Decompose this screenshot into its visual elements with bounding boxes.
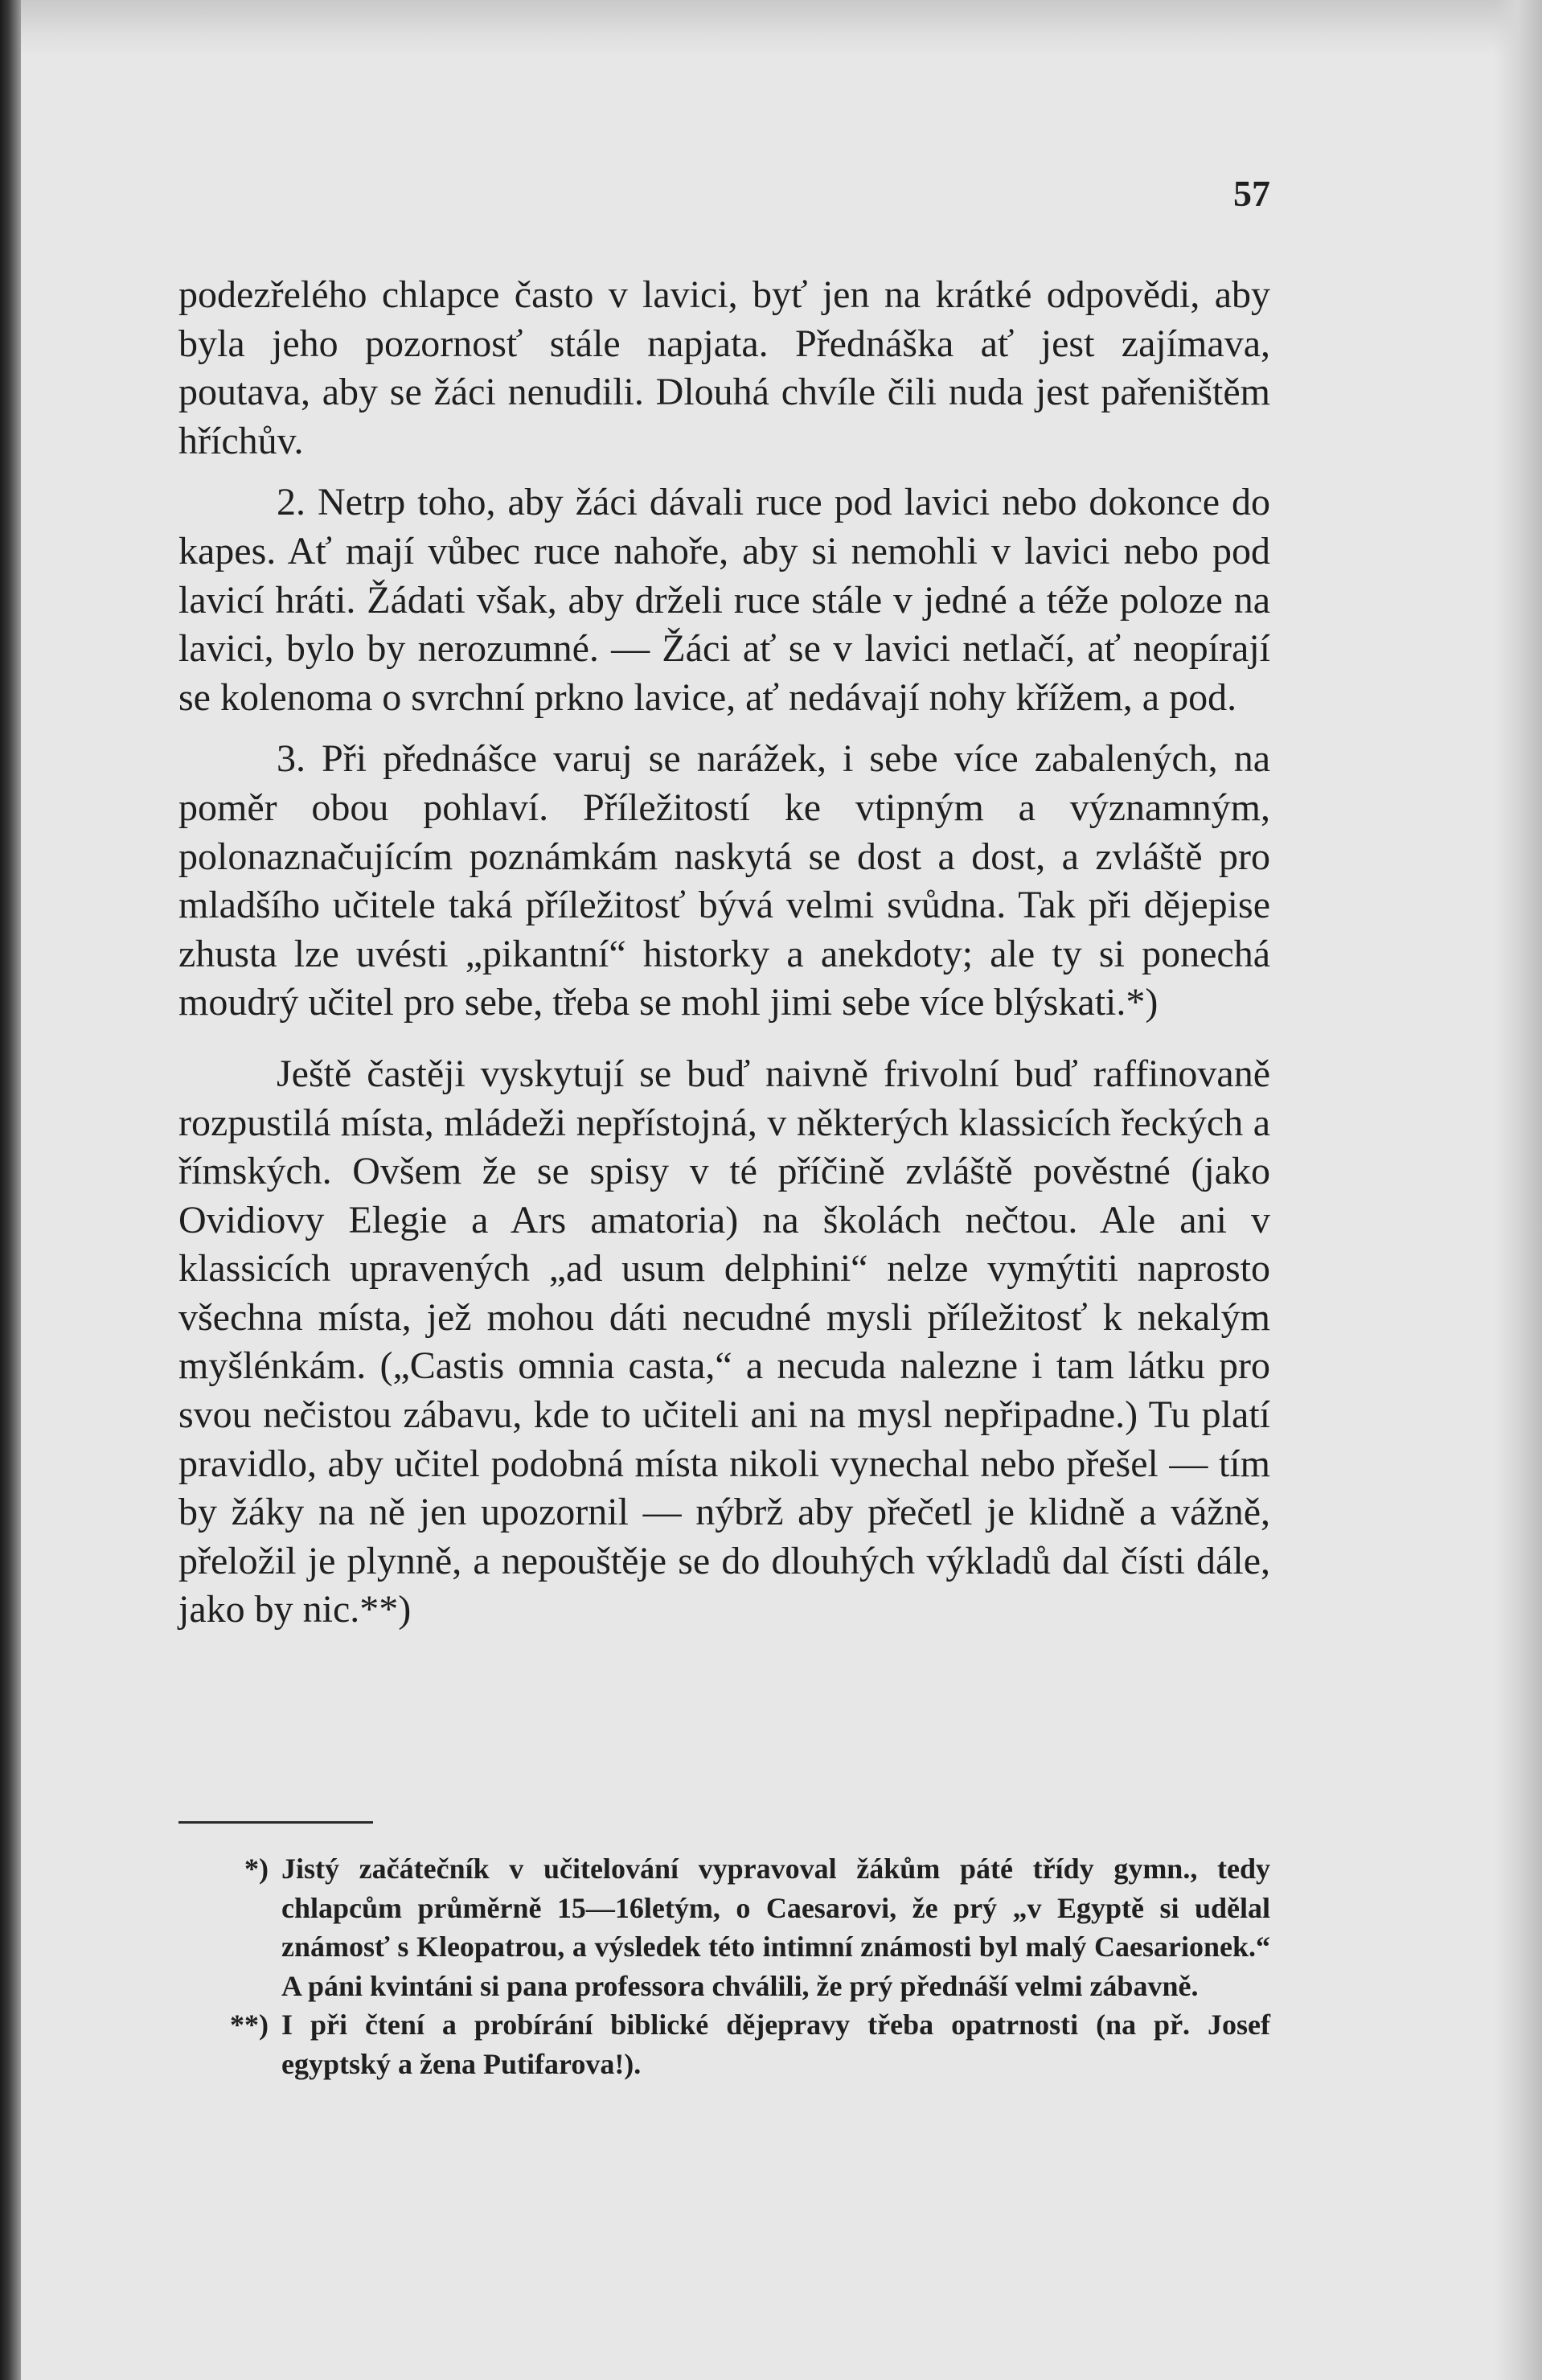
- footnote-2: [178, 2005, 1270, 2083]
- paragraph-1: podezřelého chlapce často v lavici, byť jen na krátké odpovědi, aby byla jeho pozornosť stále napjata. Přednáška ať jest zajímava, poutava, aby se žáci nenudili. Dlouhá chvíle čili nuda jest pařeništěm hříchův.: [178, 273, 1270, 462]
- book-page: [178, 0, 1270, 2380]
- footnotes: [178, 1849, 1270, 2083]
- footnote-1: [178, 1849, 1270, 2005]
- footnote-rule: [178, 1821, 373, 1824]
- page-number: 57: [1233, 173, 1270, 214]
- footnote-text: I při čtení a probírání biblické dějepravy třeba opatrnosti (na př. Josef egyptský a žena Putifarova!).: [281, 2009, 1270, 2080]
- paragraph-2: 2. Netrp toho, aby žáci dávali ruce pod lavici nebo dokonce do kapes. Ať mají vůbec ruce nahoře, aby si nemohli v lavici nebo pod lavicí hráti. Žádati však, aby drželi ruce stále v jedné a téže poloze na lavici, bylo by nerozumné. — Žáci ať se v lavici netlačí, ať neopírají se kolenoma o svrchní prkno lavice, ať nedávají nohy křížem, a pod.: [178, 481, 1270, 719]
- paragraph-4: Ještě častěji vyskytují se buď naivně frivolní buď raffinovaně rozpustilá místa, mládeži nepřístojná, v některých klassicích řeckých a římských. Ovšem že se spisy v té příčině zvláště pověstné (jako Ovidiovy Elegie a Ars amatoria) na školách nečtou. Ale ani v klassicích upravených „ad usum delphini“ nelze vymýtiti naprosto všechna místa, jež mohou dáti necudné mysli příležitosť k nekalým myšlénkám. („Castis omnia casta,“ a necuda nalezne i tam látku pro svou nečistou zábavu, kde to učiteli ani na mysl nepřipadne.) Tu platí pravidlo, aby učitel podobná místa nikoli vynechal nebo přešel — tím by žáky na ně jen upozornil — nýbrž aby přečetl je klidně a vážně, přeložil je plynně, a nepouštěje se do dlouhých výkladů dal čísti dále, jako by nic.**): [178, 1052, 1270, 1631]
- body-text: [178, 271, 1270, 1635]
- paragraph-3: 3. Při přednášce varuj se narážek, i sebe více zabalených, na poměr obou pohlaví. Příležitostí ke vtipným a významným, polonaznačujícím poznámkám naskytá se dost a dost, a zvláště pro mladšího učitele taká příležitosť bývá velmi svůdna. Tak při dějepise zhusta lze uvésti „pikantní“ historky a anekdoty; ale ty si ponechá moudrý učitel pro sebe, třeba se mohl jimi sebe více blýskati.*): [178, 737, 1270, 1024]
- footnote-marker: *): [244, 1853, 269, 1885]
- footnote-marker: **): [230, 2009, 269, 2041]
- scan-edge-right: [1494, 0, 1542, 2380]
- scan-edge-left: [0, 0, 21, 2380]
- footnote-text: Jistý začátečník v učitelování vypravoval žákům páté třídy gymn., tedy chlapcům průměrně 15—16letým, o Caesarovi, že prý „v Egyptě si udělal známosť s Kleopatrou, a výsledek této intimní známosti byl malý Caesarionek.“ A páni kvintáni si pana professora chválili, že prý přednáší velmi zábavně.: [281, 1853, 1270, 2002]
